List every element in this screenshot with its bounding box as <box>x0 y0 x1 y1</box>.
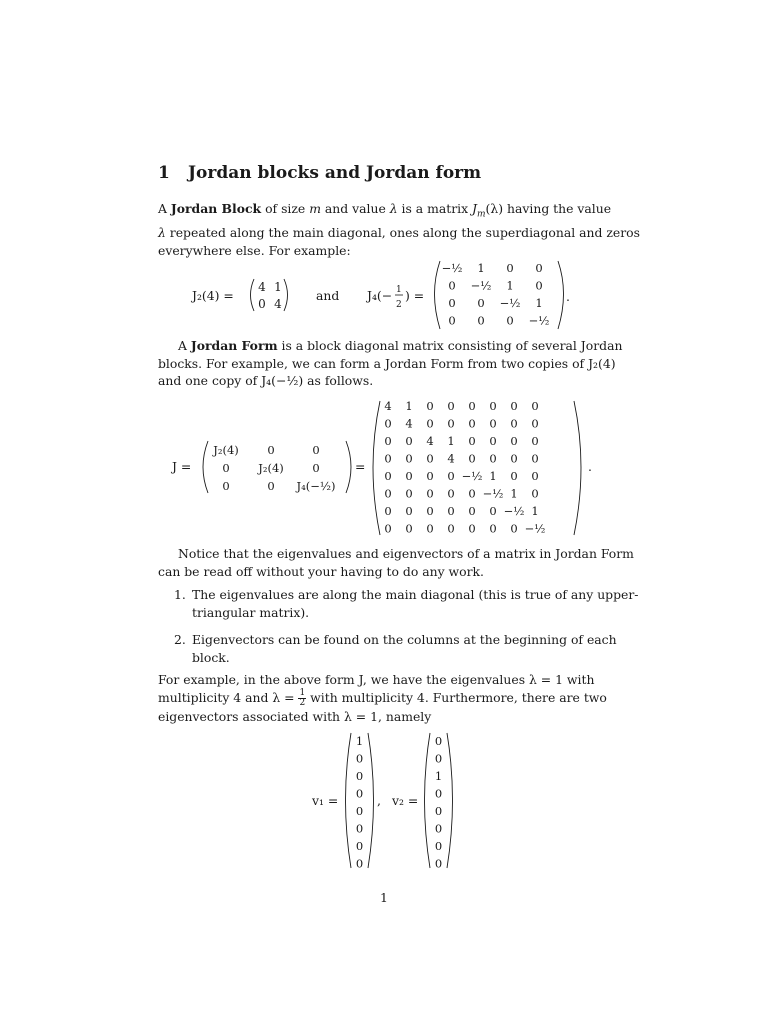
v2-label: v₂ = <box>392 793 419 808</box>
frac-num: 1 <box>396 285 402 295</box>
matrix-cell: 0 <box>531 399 539 413</box>
matrix-cell: 0 <box>510 469 518 483</box>
matrix-cell: −½ <box>528 313 550 328</box>
fraction-half: $\frac{1}{2}$ <box>299 687 306 708</box>
paragraph-example-eigen <box>158 671 608 725</box>
matrix-cell: 1 <box>506 278 514 293</box>
matrix-cell: −½ <box>503 504 525 518</box>
matrix-cell: 1 <box>434 769 443 783</box>
left-paren <box>435 261 441 329</box>
right-paren <box>346 441 351 493</box>
matrix-cell: 0 <box>312 443 320 457</box>
matrix-cell: 0 <box>447 504 455 518</box>
matrix-cell: 0 <box>426 504 434 518</box>
matrix-cell: 0 <box>434 734 443 748</box>
frac-den: 2 <box>396 300 402 310</box>
matrix-cell: 0 <box>468 399 476 413</box>
matrix-cell: 0 <box>384 451 392 466</box>
matrix-cell: −½ <box>482 486 504 501</box>
para3-line1: Notice that the eigenvalues and eigenvectors of a matrix in Jordan Form <box>178 546 634 561</box>
matrix-cell: 0 <box>531 486 539 501</box>
matrix-cell: 0 <box>506 313 514 328</box>
matrix-cell: 0 <box>489 504 497 518</box>
matrix-cell: 1 <box>447 434 455 448</box>
matrix-cell: 0 <box>468 434 476 448</box>
vector-v1 <box>356 734 363 871</box>
matrix-cell: 0 <box>510 434 518 448</box>
matrix-cell: 0 <box>531 434 539 448</box>
left-paren <box>425 733 431 868</box>
list-item-line: block. <box>192 649 230 665</box>
para1-line1: A Jordan Block of size m and value λ is a matrix $J_m(\lambda)$ having the value <box>158 201 612 220</box>
matrix-cell: 0 <box>355 804 364 818</box>
matrix-cell: 0 <box>468 504 476 518</box>
matrix-cell: −½ <box>441 261 463 275</box>
right-paren <box>574 401 581 535</box>
matrix-cell: 0 <box>489 451 497 466</box>
matrix-cell: 0 <box>384 504 392 518</box>
matrix-cell: 1 <box>489 469 497 483</box>
matrix-cell: 0 <box>384 434 392 448</box>
matrix-cell: 0 <box>434 839 443 853</box>
comma: , <box>377 793 381 808</box>
full-jordan-matrix <box>384 399 545 536</box>
para1-line3: everywhere else. For example: <box>158 242 351 258</box>
matrix-cell: 0 <box>434 786 443 801</box>
matrix-cell: 0 <box>222 461 230 475</box>
right-paren <box>368 733 374 868</box>
matrix-cell: 0 <box>448 296 456 310</box>
period: . <box>588 459 592 474</box>
matrix-cell: 0 <box>489 399 497 413</box>
para4-line2: multiplicity 4 and λ = $\frac{1}{2}$ with multiplicity 4. Furthermore, there are two <box>158 687 607 708</box>
matrix-cell: 4 <box>426 434 434 448</box>
matrix-j2-4 <box>258 280 282 311</box>
matrix-cell: 0 <box>447 469 455 483</box>
para1-line2: λ repeated along the main diagonal, ones along the superdiagonal and zeros <box>158 225 640 241</box>
paragraph-jordan-block <box>158 200 640 259</box>
matrix-cell: 0 <box>355 769 364 783</box>
matrix-cell: 0 <box>510 416 518 431</box>
matrix-cell: 0 <box>447 399 455 413</box>
para2-line1: A Jordan Form is a block diagonal matrix consisting of several Jordan <box>178 338 623 353</box>
matrix-cell: 0 <box>384 521 392 536</box>
list-item-line: The eigenvalues are along the main diagonal (this is true of any upper- <box>192 587 639 602</box>
matrix-cell: 0 <box>447 416 455 431</box>
matrix-cell: 0 <box>384 469 392 483</box>
matrix-cell: 1 <box>405 399 413 413</box>
block-matrix <box>212 443 335 493</box>
example-jordan-form <box>150 393 620 543</box>
para4-line3: eigenvectors associated with λ = 1, namely <box>158 708 432 724</box>
matrix-cell: 1 <box>531 504 539 518</box>
equals-sign: = <box>355 459 366 474</box>
section-heading <box>158 163 481 183</box>
para2-line2: blocks. For example, we can form a Jordan Form from two copies of J₂(4) <box>158 355 616 371</box>
matrix-cell: 0 <box>405 521 413 536</box>
matrix-cell: 0 <box>384 486 392 501</box>
vector-v2 <box>435 734 442 871</box>
matrix-cell: 0 <box>426 451 434 466</box>
matrix-cell: −½ <box>461 469 483 483</box>
matrix-cell: 4 <box>274 297 282 311</box>
equation-j-lhs: J = <box>172 459 192 474</box>
matrix-cell: −½ <box>524 521 546 536</box>
matrix-cell: 0 <box>531 416 539 431</box>
left-paren <box>373 401 380 535</box>
matrix-cell: 0 <box>434 804 443 818</box>
and-word: and <box>316 288 340 303</box>
list-item-line: triangular matrix). <box>192 604 310 620</box>
matrix-cell: 1 <box>355 734 364 748</box>
matrix-cell: 0 <box>426 399 434 413</box>
matrix-cell: 0 <box>355 821 364 836</box>
paragraph-notice <box>158 545 634 580</box>
matrix-cell: J₄(−½) <box>296 479 336 493</box>
matrix-cell: 0 <box>384 416 392 431</box>
matrix-cell: 0 <box>426 486 434 501</box>
section-number: 1 <box>158 163 170 183</box>
matrix-cell: 0 <box>405 469 413 483</box>
page-number: 1 <box>380 890 388 905</box>
matrix-cell: 4 <box>384 399 392 413</box>
matrix-cell: 0 <box>355 856 364 871</box>
matrix-cell: 4 <box>258 280 266 294</box>
matrix-cell: 0 <box>355 786 364 801</box>
example-jordan-blocks <box>150 255 620 333</box>
matrix-cell: 4 <box>405 416 413 431</box>
matrix-cell: −½ <box>499 296 521 310</box>
matrix-cell: 4 <box>447 451 455 466</box>
left-paren <box>251 279 255 311</box>
matrix-cell: 0 <box>312 461 320 475</box>
para4-line1: For example, in the above form J, we have the eigenvalues λ = 1 with <box>158 672 595 687</box>
matrix-cell: 0 <box>426 469 434 483</box>
paragraph-jordan-form <box>158 337 623 390</box>
matrix-cell: 0 <box>405 434 413 448</box>
matrix-cell: 0 <box>468 451 476 466</box>
matrix-cell: 0 <box>510 399 518 413</box>
matrix-cell: 0 <box>405 486 413 501</box>
matrix-cell: 0 <box>222 479 230 493</box>
matrix-cell: 0 <box>510 521 518 536</box>
v1-label: v₁ = <box>312 793 339 808</box>
right-paren <box>284 279 288 311</box>
eigenvectors <box>300 730 470 875</box>
matrix-cell: 0 <box>468 521 476 536</box>
matrix-cell: 0 <box>405 451 413 466</box>
matrix-j4-minus-half <box>442 261 550 328</box>
matrix-cell: 0 <box>468 416 476 431</box>
equation-j4-lhs-prefix: J₄(− <box>367 288 393 303</box>
matrix-cell: 0 <box>267 479 275 493</box>
left-paren <box>203 441 208 493</box>
left-paren <box>346 733 352 868</box>
matrix-cell: 0 <box>535 278 543 293</box>
matrix-cell: 0 <box>434 751 443 766</box>
list-item-line: Eigenvectors can be found on the columns at the beginning of each <box>192 632 617 647</box>
matrix-cell: 0 <box>355 839 364 853</box>
matrix-cell: J₂(4) <box>258 461 284 475</box>
list-label: 2. <box>174 632 186 647</box>
list-label: 1. <box>174 587 186 602</box>
matrix-cell: 0 <box>468 486 476 501</box>
period: . <box>566 289 570 304</box>
para3-line2: can be read off without your having to do any work. <box>158 563 484 579</box>
matrix-cell: 0 <box>506 261 514 275</box>
para2-line3: and one copy of J₄(−½) as follows. <box>158 373 374 389</box>
matrix-cell: 0 <box>434 856 443 871</box>
equation-j4-lhs-suffix: ) = <box>405 288 425 303</box>
matrix-cell: 0 <box>426 416 434 431</box>
matrix-cell: 0 <box>448 278 456 293</box>
matrix-cell: 0 <box>489 521 497 536</box>
matrix-cell: 1 <box>274 280 282 294</box>
right-paren <box>447 733 453 868</box>
matrix-cell: 0 <box>426 521 434 536</box>
matrix-cell: 0 <box>489 416 497 431</box>
matrix-cell: 0 <box>477 296 485 310</box>
matrix-cell: 0 <box>258 297 266 311</box>
matrix-cell: 0 <box>448 313 456 328</box>
matrix-cell: −½ <box>470 278 492 293</box>
matrix-cell: 1 <box>535 296 543 310</box>
matrix-cell: J₂(4) <box>213 443 239 457</box>
matrix-cell: 0 <box>405 504 413 518</box>
equation-j2-lhs: J₂(4) = <box>192 288 234 303</box>
matrix-cell: 0 <box>477 313 485 328</box>
matrix-cell: 0 <box>447 521 455 536</box>
section-title: Jordan blocks and Jordan form <box>188 163 482 183</box>
matrix-cell: 0 <box>535 261 543 275</box>
matrix-cell: 0 <box>489 434 497 448</box>
matrix-cell: 0 <box>355 751 364 766</box>
matrix-cell: 0 <box>531 451 539 466</box>
matrix-cell: 0 <box>267 443 275 457</box>
matrix-cell: 0 <box>434 821 443 836</box>
matrix-cell: 0 <box>447 486 455 501</box>
matrix-cell: 1 <box>510 486 518 501</box>
right-paren <box>558 261 564 329</box>
matrix-cell: 0 <box>510 451 518 466</box>
matrix-cell: 0 <box>531 469 539 483</box>
matrix-cell: 1 <box>477 261 485 275</box>
